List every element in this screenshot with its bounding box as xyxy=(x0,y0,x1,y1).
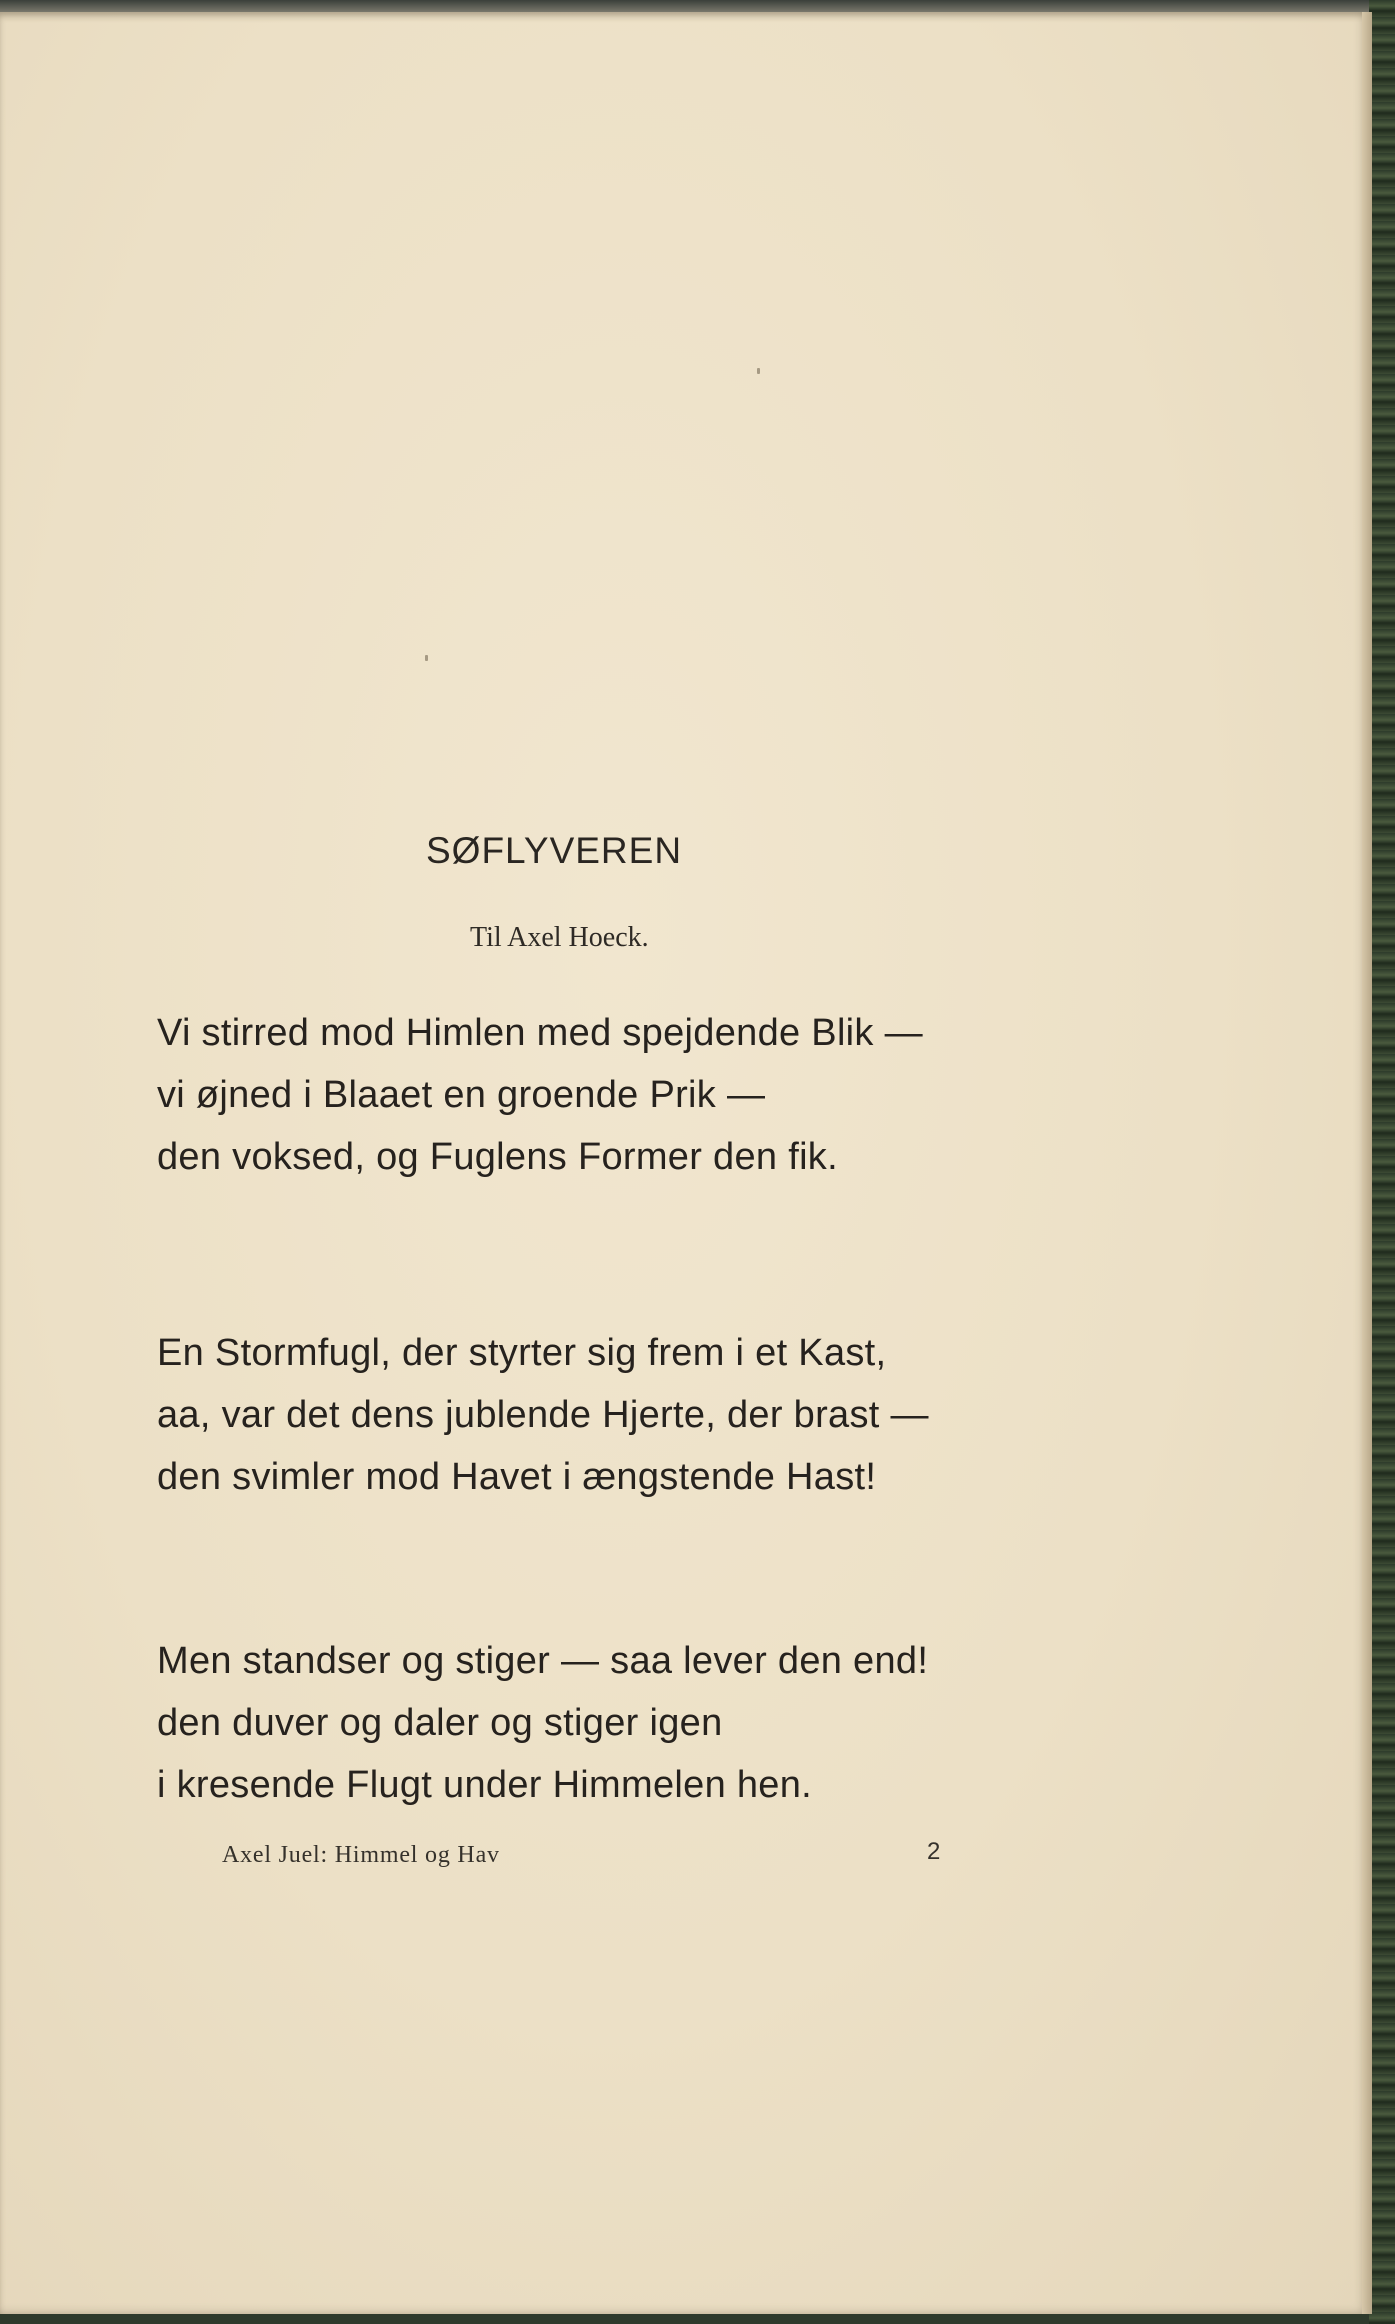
verse-line: vi øjned i Blaaet en groende Prik — xyxy=(157,1074,766,1116)
paper-speck xyxy=(425,655,428,661)
sheet-number: 2 xyxy=(927,1838,941,1865)
verse-line: den svimler mod Havet i ængstende Hast! xyxy=(157,1456,877,1498)
book-cover-edge xyxy=(1369,0,1395,2324)
poem-dedication: Til Axel Hoeck. xyxy=(470,922,649,953)
poem-title: SØFLYVEREN xyxy=(426,830,683,871)
stanza-1 xyxy=(157,1002,1057,1188)
verse-line: i kresende Flugt under Himmelen hen. xyxy=(157,1764,813,1806)
verse-line: aa, var det dens jublende Hjerte, der brast — xyxy=(157,1394,929,1436)
paper-speck xyxy=(757,368,760,374)
stanza-3 xyxy=(157,1630,1057,1816)
page-fold-shadow xyxy=(1362,12,1372,2314)
book-page xyxy=(0,12,1372,2314)
verse-line: den duver og daler og stiger igen xyxy=(157,1702,723,1744)
verse-line: Men standser og stiger — saa lever den end! xyxy=(157,1640,929,1682)
verse-line: den voksed, og Fuglens Former den fik. xyxy=(157,1136,838,1178)
verse-line: Vi stirred mod Himlen med spejdende Blik — xyxy=(157,1012,923,1054)
signature-line: Axel Juel: Himmel og Hav xyxy=(222,1842,500,1868)
stanza-2 xyxy=(157,1322,1057,1508)
verse-line: En Stormfugl, der styrter sig frem i et Kast, xyxy=(157,1332,887,1374)
